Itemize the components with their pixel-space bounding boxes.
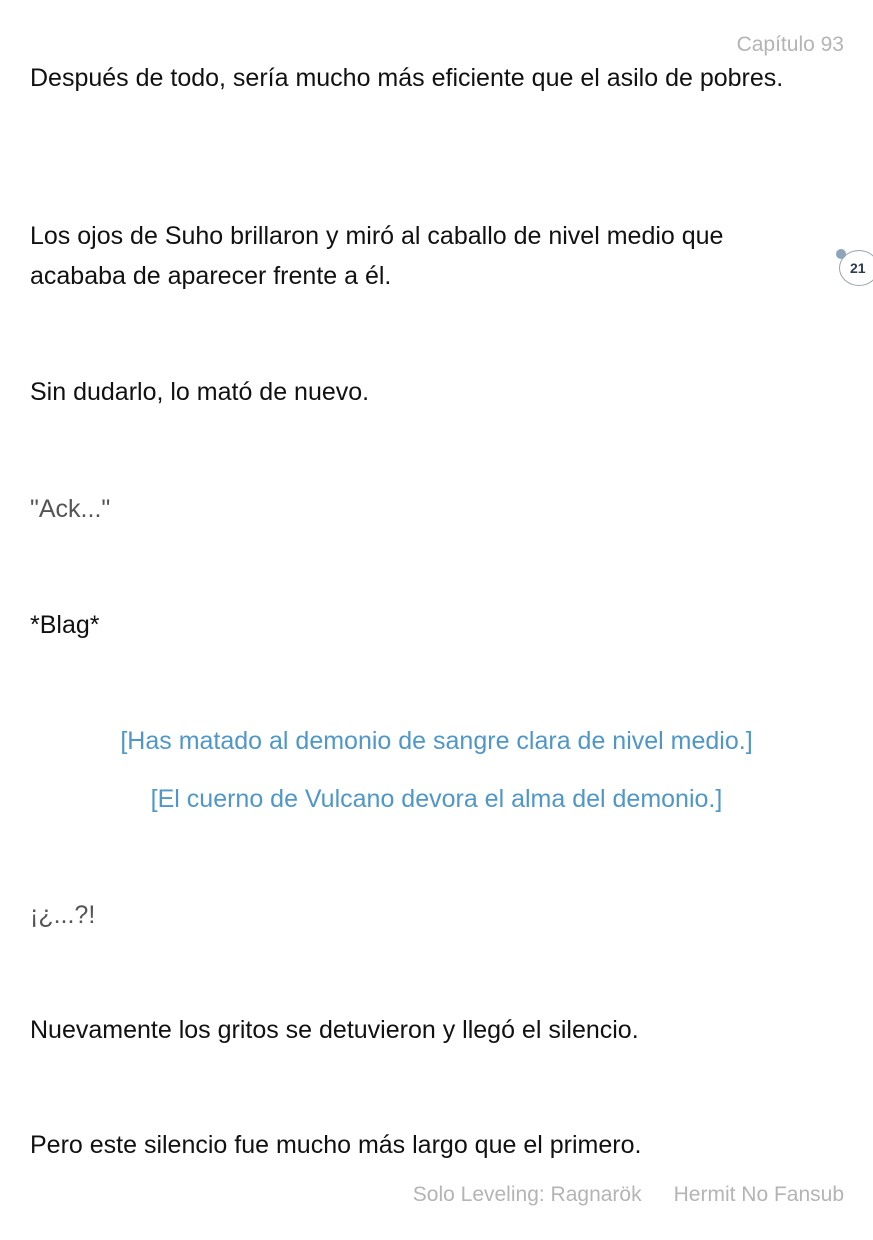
page-number: 21 <box>850 260 866 276</box>
sound-effect: *Blag* <box>30 611 100 639</box>
paragraph: Después de todo, sería mucho más eficiente que el asilo de pobres. <box>30 64 784 92</box>
paragraph: Nuevamente los gritos se detuvieron y llegó el silencio. <box>30 1016 639 1044</box>
system-message: [El cuerno de Vulcano devora el alma del demonio.] <box>150 785 723 813</box>
dialogue-line: "Ack..." <box>30 495 111 523</box>
paragraph: Los ojos de Suho brillaron y miró al caballo de nivel medio que acababa de aparecer frente a él. <box>30 222 724 290</box>
paragraph: Sin dudarlo, lo mató de nuevo. <box>30 378 370 406</box>
translator-group: Hermit No Fansub <box>673 1183 844 1206</box>
series-title: Solo Leveling: Ragnarök <box>412 1183 642 1206</box>
chapter-label: Capítulo 93 <box>736 33 844 56</box>
page-marker-badge[interactable] <box>839 250 873 286</box>
reaction-line: ¡¿...?! <box>30 901 96 929</box>
footer <box>413 1183 844 1207</box>
paragraph: Pero este silencio fue mucho más largo que el primero. <box>30 1131 642 1159</box>
system-message: [Has matado al demonio de sangre clara de nivel medio.] <box>120 727 753 755</box>
